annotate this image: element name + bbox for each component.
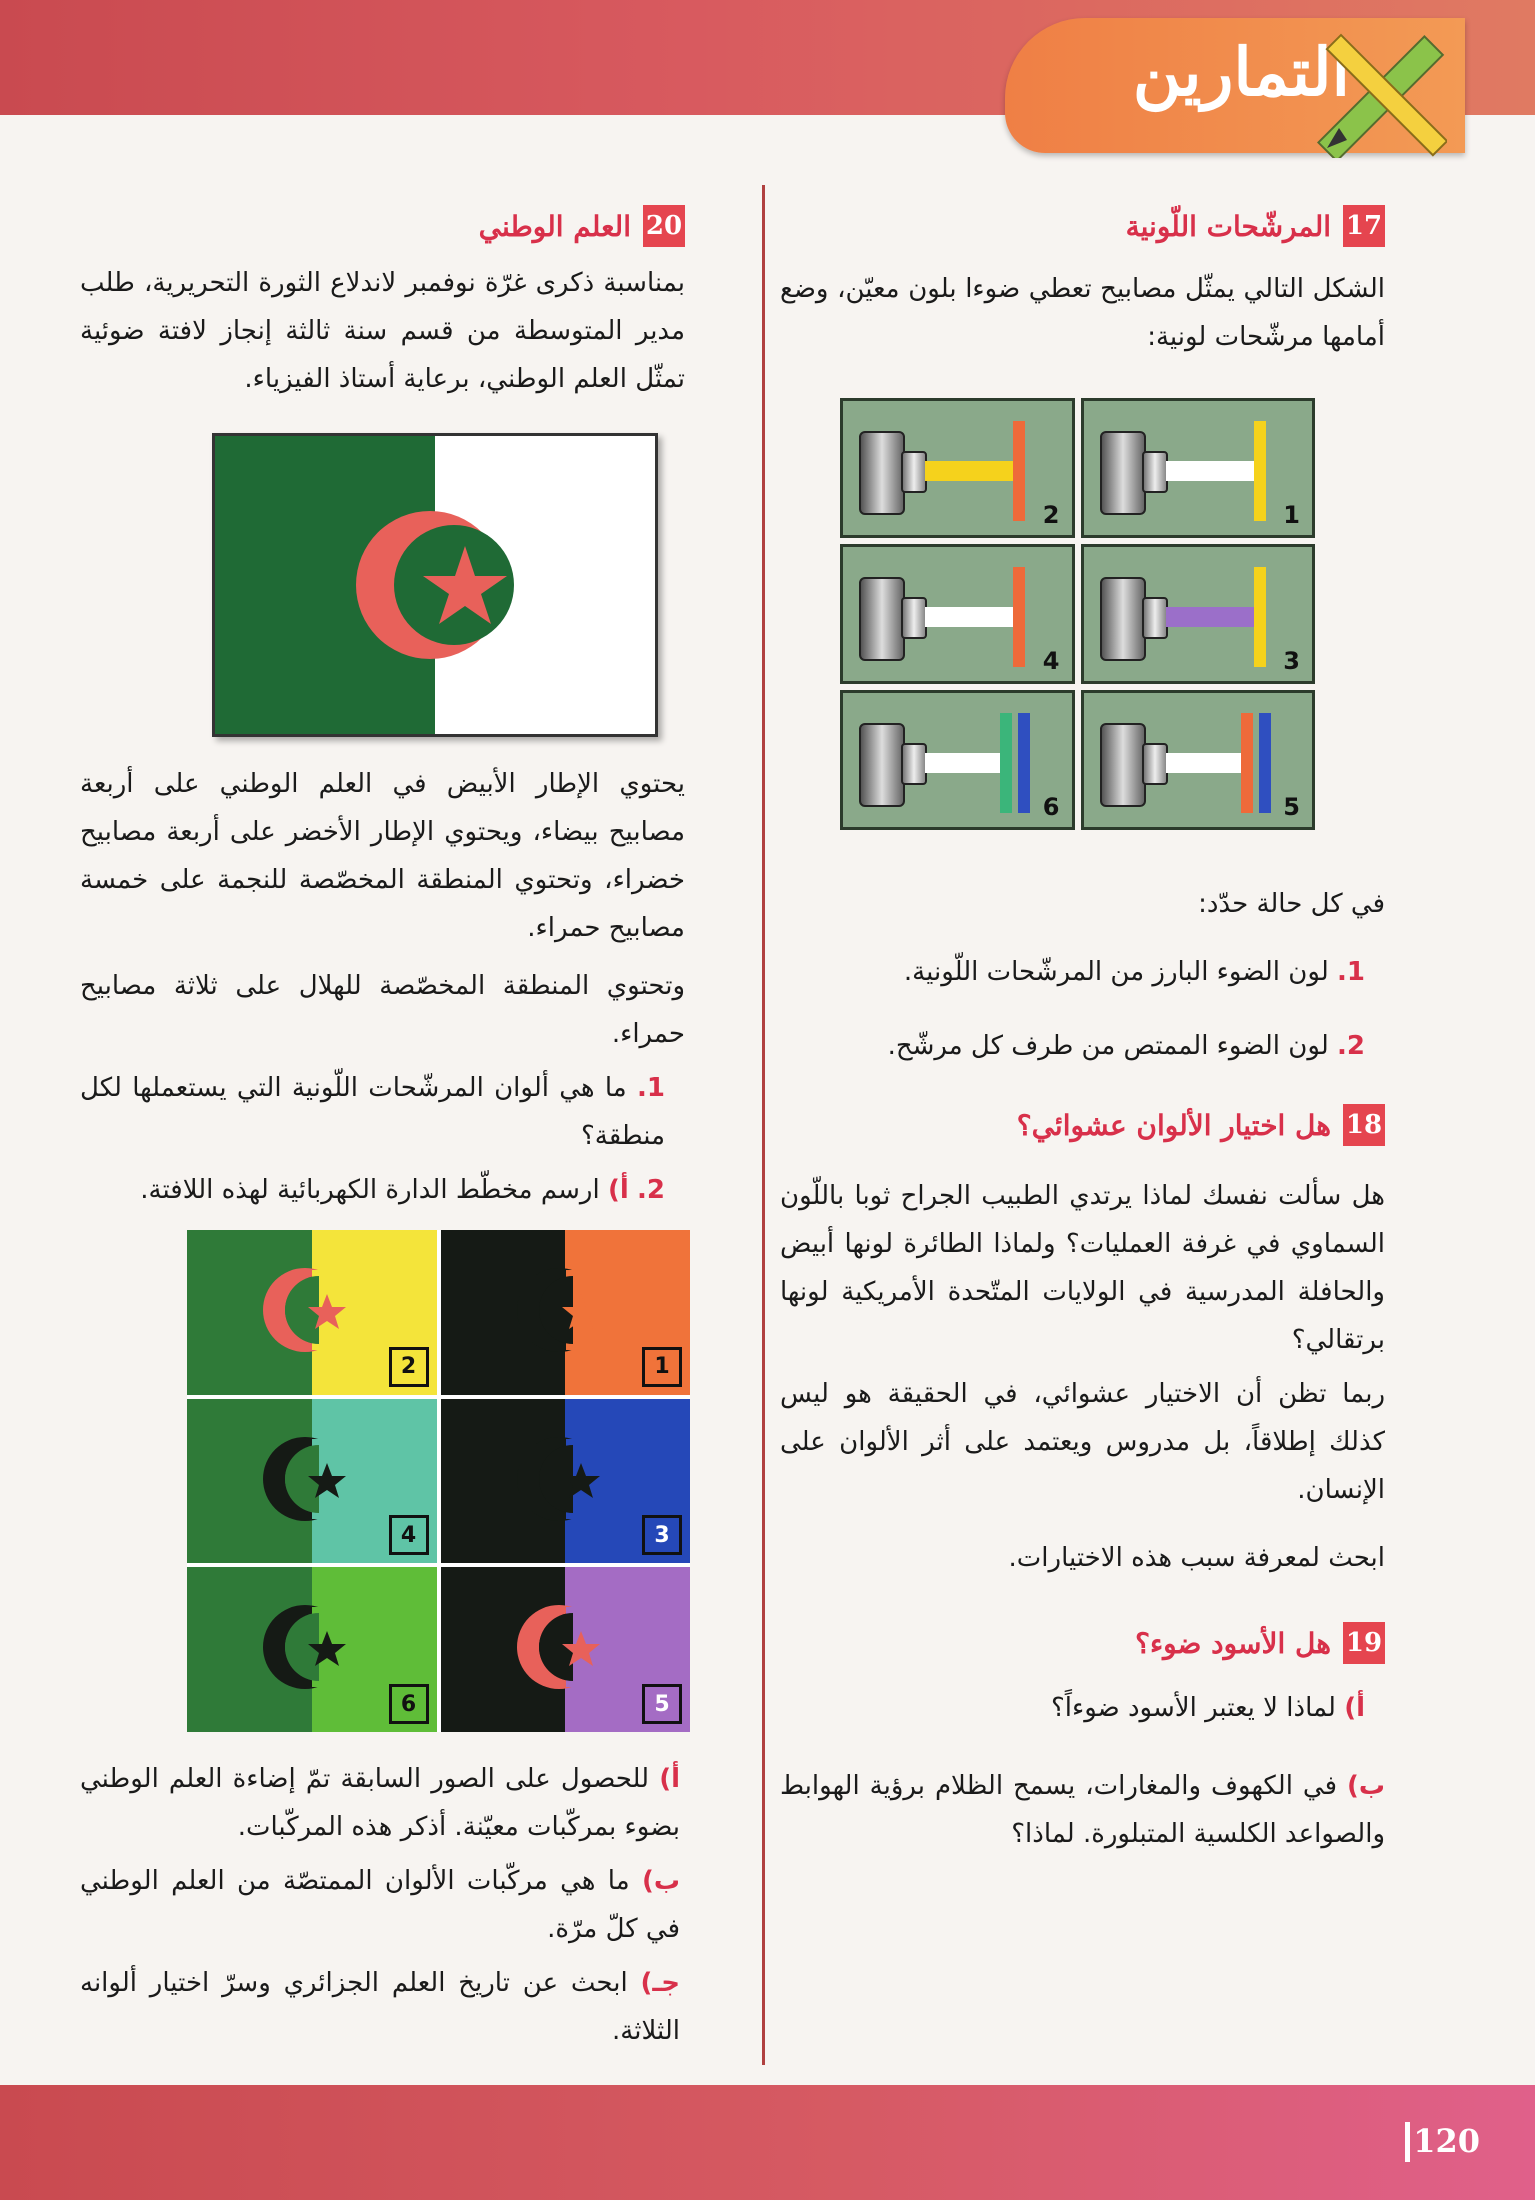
exercise-number: 17 (1343, 205, 1385, 247)
lamp-panel (1081, 544, 1316, 684)
color-filter (1018, 713, 1030, 813)
algerian-flag-image (212, 433, 658, 737)
exercise-18-paragraph-3: ابحث لمعرفة سبب هذه الاختيارات. (1008, 1543, 1385, 1573)
exercise-19-question-b (780, 1762, 1385, 1858)
exercise-number: 19 (1343, 1622, 1385, 1664)
lamp-panel (1081, 690, 1316, 830)
question-text: ما هي مركّبات الألوان الممتصّة من العلم الوطني في كلّ مرّة. (80, 1866, 680, 1944)
exercise-title: العلم الوطني (478, 209, 631, 243)
colored-flag (187, 1399, 437, 1564)
exercise-17-heading (780, 205, 1385, 247)
exercise-17-prompt: في كل حالة حدّد: (1198, 889, 1385, 919)
light-beam (1166, 607, 1254, 627)
section-tab (1005, 18, 1465, 153)
lamp-icon (859, 723, 905, 807)
lamp-neck (1142, 597, 1168, 639)
bottom-banner (0, 2085, 1535, 2200)
colored-flag (187, 1567, 437, 1732)
question-label: أ) (607, 1175, 629, 1205)
lamp-panel (840, 398, 1075, 538)
color-filter (1000, 713, 1012, 813)
lamp-neck (901, 597, 927, 639)
color-filter (1013, 567, 1025, 667)
lamp-neck (901, 743, 927, 785)
page-number: 120 (1413, 2122, 1480, 2160)
flag-label: 3 (642, 1515, 682, 1555)
exercise-20-question-b (80, 1857, 700, 1953)
exercise-18-paragraph-1: هل سألت نفسك لماذا يرتدي الطبيب الجراح ثوبا باللّون السماوي في غرفة العمليات؟ ولماذا الطائرة لونها أبيض والحافلة المدرسية في الولايات المتّحدة الأمريكية لونها برتقالي؟ (780, 1181, 1385, 1355)
lamp-icon (1100, 577, 1146, 661)
exercise-17-questions (780, 880, 1385, 1858)
lamp-icon (859, 431, 905, 515)
question-label: أ) (1344, 1693, 1365, 1723)
flag-label: 5 (642, 1684, 682, 1724)
column-divider (762, 185, 765, 2065)
lamp-neck (901, 451, 927, 493)
question-text: لماذا لا يعتبر الأسود ضوءاً؟ (1050, 1693, 1336, 1723)
question-label: جـ) (640, 1968, 681, 1998)
section-title: التمارين (1132, 33, 1350, 111)
exercise-title: هل الأسود ضوء؟ (1135, 1626, 1331, 1660)
panel-label: 1 (1283, 501, 1300, 529)
panel-label: 6 (1042, 793, 1060, 821)
exercise-20-heading (80, 205, 685, 247)
flag-label: 4 (389, 1515, 429, 1555)
exercise-number: 20 (643, 205, 685, 247)
colored-flag (187, 1230, 437, 1395)
lamp-icon (1100, 431, 1146, 515)
left-column-top (80, 205, 685, 403)
question-text: لون الضوء البارز من المرشّحات اللّونية. (903, 957, 1329, 987)
question-label: أ) (659, 1764, 681, 1794)
right-column (780, 205, 1385, 361)
question-number: 2. (637, 1175, 665, 1205)
ruler-pencil-icon (1317, 28, 1447, 158)
question-text: لون الضوء الممتص من طرف كل مرشّح. (887, 1031, 1329, 1061)
exercise-20-paragraph-1: يحتوي الإطار الأبيض في العلم الوطني على أربعة مصابيح بيضاء، ويحتوي الإطار الأخضر على أربعة مصابيح خضراء، وتحتوي المنطقة المخصّصة للنجمة على خمسة مصابيح حمراء. (80, 769, 685, 943)
exercise-20-question-c (80, 1959, 700, 2055)
page-number-separator (1405, 2122, 1410, 2162)
lamp-filter-figure (840, 398, 1315, 830)
question-text: ارسم مخطّط الدارة الكهربائية لهذه اللافتة. (140, 1175, 600, 1205)
light-beam (925, 607, 1013, 627)
question-text: للحصول على الصور السابقة تمّ إضاءة العلم الوطني بضوء بمركّبات معيّنة. أذكر هذه المركّبات. (80, 1764, 680, 1842)
lamp-neck (1142, 743, 1168, 785)
exercise-number: 18 (1343, 1104, 1385, 1146)
panel-label: 2 (1042, 501, 1060, 529)
exercise-title: المرشّحات اللّونية (1125, 209, 1331, 243)
exercise-19-question-a (780, 1684, 1385, 1732)
exercise-19-heading (780, 1622, 1385, 1664)
lamp-icon (1100, 723, 1146, 807)
color-filter (1259, 713, 1271, 813)
exercise-20-question-2a (80, 1166, 685, 1214)
color-filter (1241, 713, 1253, 813)
exercise-17-question-1 (780, 948, 1385, 996)
colored-flag (441, 1399, 691, 1564)
lamp-icon (859, 577, 905, 661)
flag-label: 6 (389, 1684, 429, 1724)
question-text: ابحث عن تاريخ العلم الجزائري وسرّ اختيار ألوانه الثلاثة. (80, 1968, 680, 2046)
exercise-17-question-2 (780, 1022, 1385, 1070)
colored-flag (441, 1567, 691, 1732)
light-beam (925, 753, 1000, 773)
exercise-title: هل اختيار الألوان عشوائي؟ (1016, 1108, 1331, 1142)
question-label: ب) (641, 1866, 680, 1896)
exercise-20-subquestions (80, 1755, 700, 2055)
lamp-panel (1081, 398, 1316, 538)
question-text: في الكهوف والمغارات، يسمح الظلام برؤية الهوابط والصواعد الكلسية المتبلورة. لماذا؟ (780, 1771, 1385, 1849)
lamp-panel (840, 690, 1075, 830)
exercise-18-paragraph-2: ربما تظن أن الاختيار عشوائي، في الحقيقة هو ليس كذلك إطلاقاً، بل مدروس ويعتمد على أثر الألوان على الإنسان. (780, 1379, 1385, 1505)
exercise-20-intro: بمناسبة ذكرى غرّة نوفمبر لاندلاع الثورة التحريرية، طلب مدير المتوسطة من قسم سنة ثالثة إنجاز لافتة ضوئية تمثّل العلم الوطني، برعاية أستاذ الفيزياء. (80, 268, 685, 394)
panel-label: 5 (1283, 793, 1300, 821)
exercise-20-question-1 (80, 1064, 685, 1160)
color-filter (1254, 421, 1266, 521)
lamp-panel (840, 544, 1075, 684)
question-text: ما هي ألوان المرشّحات اللّونية التي يستعملها لكل منطقة؟ (80, 1073, 665, 1151)
question-number: 1. (637, 1073, 666, 1103)
color-filter (1013, 421, 1025, 521)
panel-label: 4 (1042, 647, 1060, 675)
light-beam (925, 461, 1013, 481)
panel-label: 3 (1283, 647, 1300, 675)
color-filter (1254, 567, 1266, 667)
exercise-20-question-a (80, 1755, 700, 1851)
flag-label: 2 (389, 1347, 429, 1387)
exercise-20-paragraph-2: وتحتوي المنطقة المخصّصة للهلال على ثلاثة مصابيح حمراء. (80, 971, 685, 1049)
question-label: ب) (1347, 1771, 1386, 1801)
colored-flags-figure (187, 1230, 690, 1732)
flag-label: 1 (642, 1347, 682, 1387)
exercise-18-heading (780, 1104, 1385, 1146)
question-number: 1. (1337, 957, 1365, 987)
question-number: 2. (1337, 1031, 1365, 1061)
exercise-17-intro: الشكل التالي يمثّل مصابيح تعطي ضوءا بلون معيّن، وضع أمامها مرشّحات لونية: (780, 274, 1385, 352)
light-beam (1166, 461, 1254, 481)
colored-flag (441, 1230, 691, 1395)
light-beam (1166, 753, 1241, 773)
lamp-neck (1142, 451, 1168, 493)
